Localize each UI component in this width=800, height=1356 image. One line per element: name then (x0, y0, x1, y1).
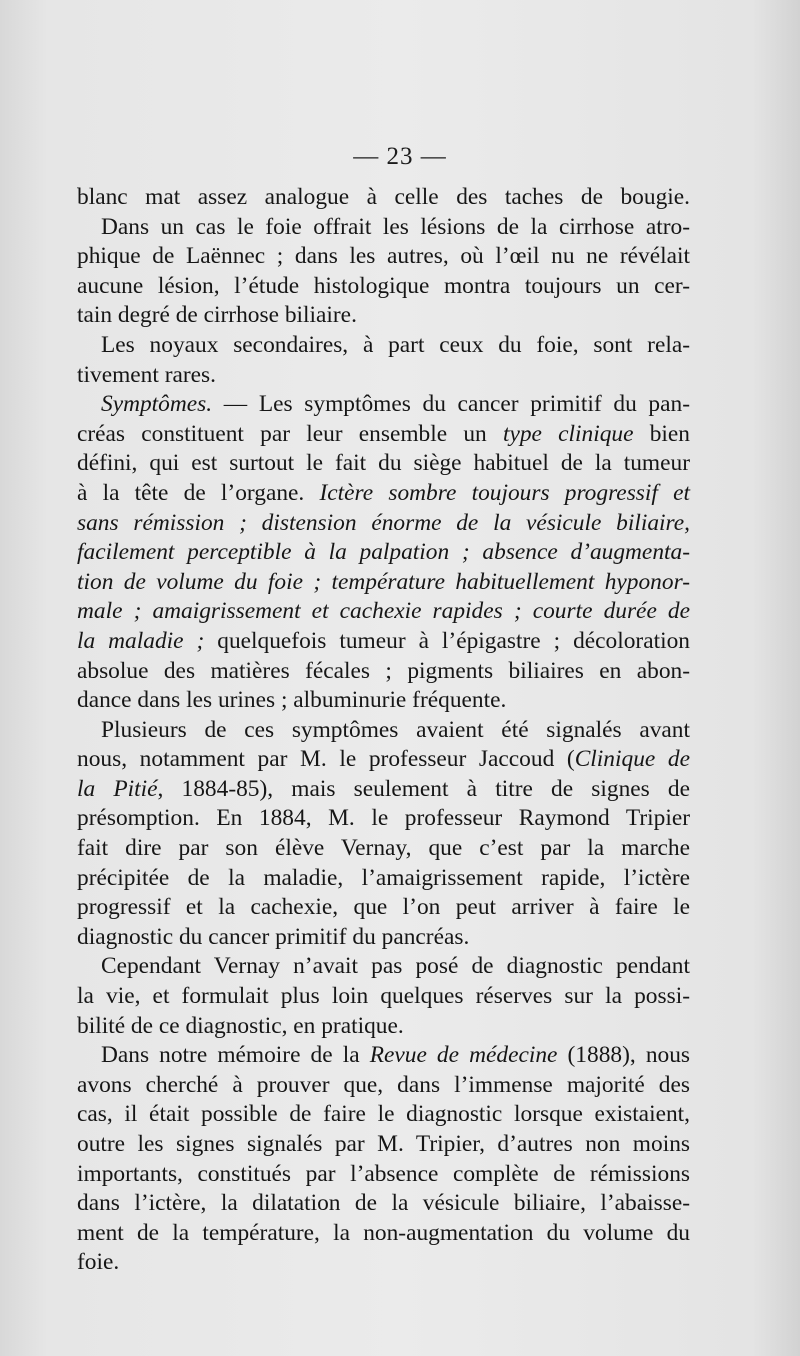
text-line: avons cherché à prouver que, dans l’immense majorité des (77, 1071, 690, 1098)
text-line: présomption. En 1884, M. le professeur Raymond Tripier (77, 805, 690, 832)
text-line: foie. (77, 1249, 120, 1276)
text-line: la vie, et formulait plus loin quelques réserves sur la possi- (77, 983, 690, 1010)
text-line: absolue des matières fécales ; pigments biliaires en abon- (77, 657, 690, 684)
text-line: nous, notamment par M. le professeur Jaccoud (Clinique de (77, 746, 690, 773)
text-line: aucune lésion, l’étude histologique montra toujours un cer- (77, 272, 690, 299)
text-line: dans l’ictère, la dilatation de la vésicule biliaire, l’abaisse- (77, 1190, 690, 1217)
paragraph (77, 1041, 690, 1278)
text-line: défini, qui est surtout le fait du siège habituel de la tumeur (77, 450, 690, 477)
paragraph (77, 213, 690, 331)
text-line: sans rémission ; distension énorme de la vésicule biliaire, (77, 509, 690, 536)
paragraph (77, 716, 690, 953)
text-line: Cependant Vernay n’avait pas posé de diagnostic pendant (101, 953, 690, 980)
text-line: Dans un cas le foie offrait les lésions de la cirrhose atro- (101, 213, 690, 240)
text-line: ment de la température, la non-augmentation du volume du (77, 1219, 690, 1246)
paragraph (77, 952, 690, 1041)
text-line: Les noyaux secondaires, à part ceux du foie, sont rela- (101, 331, 690, 358)
text-line: tivement rares. (77, 361, 216, 388)
text-line: tain degré de cirrhose biliaire. (77, 302, 357, 329)
text-line: à la tête de l’organe. Ictère sombre toujours progressif et (77, 479, 690, 506)
text-line: bilité de ce diagnostic, en pratique. (77, 1012, 404, 1039)
text-line: outre les signes signalés par M. Tripier, d’autres non moins (77, 1131, 690, 1157)
text-line: diagnostic du cancer primitif du pancréas. (77, 923, 470, 950)
text-line: phique de Laënnec ; dans les autres, où l’œil nu ne révélait (77, 243, 690, 270)
text-line: fait dire par son élève Vernay, que c’est par la marche (77, 835, 690, 862)
page-number: — 23 — (353, 143, 447, 170)
text-line: blanc mat assez analogue à celle des taches de bougie. (77, 184, 690, 210)
text-line: Symptômes. — Les symptômes du cancer primitif du pan- (101, 391, 690, 418)
text-line: la maladie ; quelquefois tumeur à l’épigastre ; décoloration (77, 627, 690, 654)
body-text (77, 183, 690, 1278)
text-line: Plusieurs de ces symptômes avaient été signalés avant (101, 716, 690, 743)
text-line: la Pitié, 1884-85), mais seulement à titre de signes de (77, 775, 690, 802)
text-line: cas, il était possible de faire le diagnostic lorsque existaient, (77, 1101, 690, 1128)
paragraph (77, 390, 690, 716)
text-line: facilement perceptible à la palpation ; absence d’augmenta- (77, 539, 690, 566)
text-line: précipitée de la maladie, l’amaigrissement rapide, l’ictère (77, 864, 690, 891)
text-line: tion de volume du foie ; température habituellement hyponor- (77, 568, 690, 595)
paragraph (77, 183, 690, 213)
text-line: progressif et la cachexie, que l’on peut arriver à faire le (77, 894, 690, 921)
text-line: importants, constitués par l’absence complète de rémissions (77, 1160, 690, 1187)
text-line: male ; amaigrissement et cachexie rapides ; courte durée de (77, 598, 690, 625)
paragraph (77, 331, 690, 390)
section-heading: Symptômes. (101, 391, 213, 418)
text-line: dance dans les urines ; albuminurie fréquente. (77, 687, 507, 714)
text-line: créas constituent par leur ensemble un type clinique bien (77, 420, 690, 447)
text-line: Dans notre mémoire de la Revue de médecine (1888), nous (101, 1042, 691, 1069)
